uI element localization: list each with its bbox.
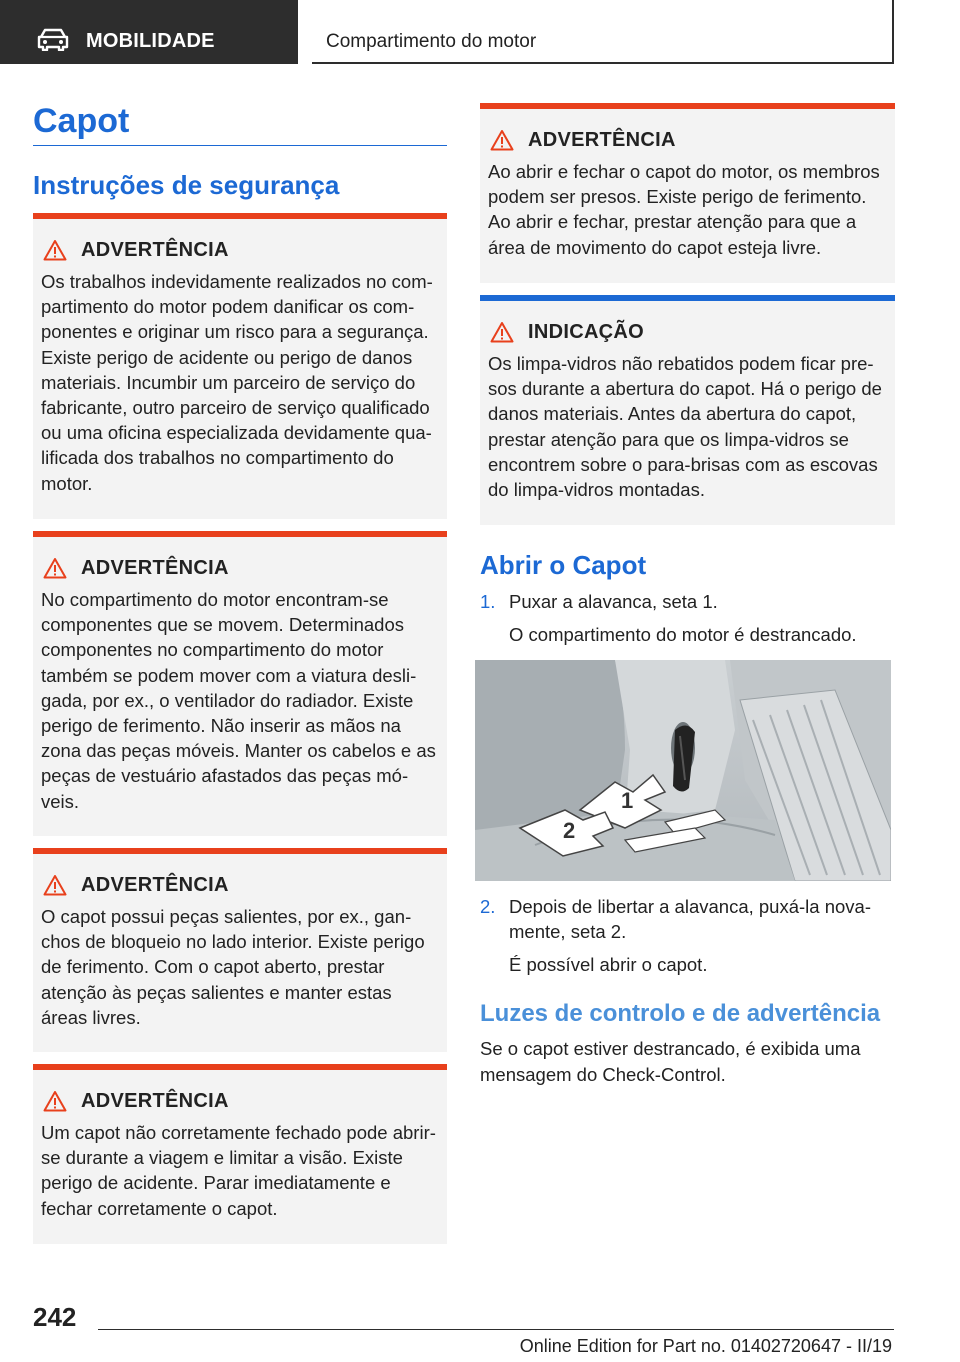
warning-text: O capot possui peças salientes, por ex., ganchos de bloqueio no lado interior. Existe perigo de ferimento. Com o capot aberto, prestar atenção às peças salientes e manter estas áreas livres. xyxy=(41,906,425,1028)
warning-triangle-icon xyxy=(490,321,514,343)
warning-text: No compartimento do motor encontram-se componentes que se movem. Determinados componentes no compartimento do motor também se podem mover com a viatura desligada, por ex., o ventilador do radiador. Existe perigo de ferimento. Não inserir as mãos na zona das peças móveis. Manter os cabelos e as peças de vestuário afastados das peças móveis. xyxy=(41,589,436,812)
footer-edition: Online Edition for Part no. 01402720647 - II/19 xyxy=(519,1336,892,1356)
warning-title: ADVERTÊNCIA xyxy=(81,556,229,579)
warning-box xyxy=(33,213,447,519)
arrow-label-1: 1 xyxy=(621,788,634,813)
header-section-tab xyxy=(0,0,298,64)
warning-text: Ao abrir e fechar o capot do motor, os membros podem ser presos. Existe perigo de ferimento. Ao abrir e fechar, prestar atenção para que a área de movimento do capot esteja livre. xyxy=(488,161,880,258)
section-title-safety: Instruções de segurança xyxy=(33,170,340,200)
car-icon xyxy=(36,27,70,51)
breadcrumb-label: Compartimento do motor xyxy=(326,31,537,52)
note-text: Os limpa-vidros não rebatidos podem ficar presos durante a abertura do capot. Há o perigo de danos materiais. Antes da abertura do capot, prestar atenção para que os limpa-vidros se encontrem sobre o para-brisas com as escovas do limpa-vidros montadas. xyxy=(488,353,882,501)
warning-triangle-icon xyxy=(43,1090,67,1112)
step-text: Depois de libertar a alavanca, puxá-la novamente, seta 2. xyxy=(509,896,871,942)
title-divider xyxy=(33,145,447,146)
step-text: Puxar a alavanca, seta 1. xyxy=(509,591,718,612)
header-section-label: MOBILIDADE xyxy=(86,30,215,52)
footer-divider xyxy=(98,1329,894,1330)
warning-triangle-icon xyxy=(43,874,67,896)
lights-text: Se o capot estiver destrancado, é exibida uma mensagem do Check-Control. xyxy=(480,1038,861,1085)
page-number: 242 xyxy=(33,1302,77,1332)
warning-triangle-icon xyxy=(43,557,67,579)
section-title-lights: Luzes de controlo e de advertência xyxy=(480,1000,881,1027)
warning-text: Um capot não corretamente fechado pode abrir-se durante a viagem e limitar a visão. Existe perigo de acidente. Parar imediatamente e fechar corretamente o capot. xyxy=(41,1122,436,1219)
warning-triangle-icon xyxy=(43,239,67,261)
warning-title: ADVERTÊNCIA xyxy=(81,238,229,261)
section-title-open: Abrir o Capot xyxy=(480,550,647,580)
note-box xyxy=(480,295,895,525)
warning-box xyxy=(480,103,895,283)
breadcrumb xyxy=(312,0,894,64)
warning-text: Os trabalhos indevidamente realizados no compartimento do motor podem danificar os componentes e originar um risco para a segurança. Existe perigo de acidente ou perigo de danos materiais. Incumbir um parceiro de serviço do fabricante, outro parceiro de serviço qualificado ou uma oficina especializada devidamente qualificada dos trabalhos no compartimento do motor. xyxy=(41,271,433,494)
step-number: 1. xyxy=(480,591,496,612)
warning-box xyxy=(33,531,447,836)
warning-box xyxy=(33,1064,447,1244)
warning-title: ADVERTÊNCIA xyxy=(81,873,229,896)
arrow-label-2: 2 xyxy=(563,818,576,843)
note-title: INDICAÇÃO xyxy=(528,320,645,343)
step-number: 2. xyxy=(480,896,496,917)
page-title: Capot xyxy=(33,102,130,140)
warning-triangle-icon xyxy=(490,129,514,151)
warning-box xyxy=(33,848,447,1052)
hood-release-lever-illustration xyxy=(475,660,891,881)
warning-title: ADVERTÊNCIA xyxy=(528,128,676,151)
step-result: O compartimento do motor é destrancado. xyxy=(509,624,857,645)
warning-title: ADVERTÊNCIA xyxy=(81,1089,229,1112)
step-result: É possível abrir o capot. xyxy=(509,954,708,975)
